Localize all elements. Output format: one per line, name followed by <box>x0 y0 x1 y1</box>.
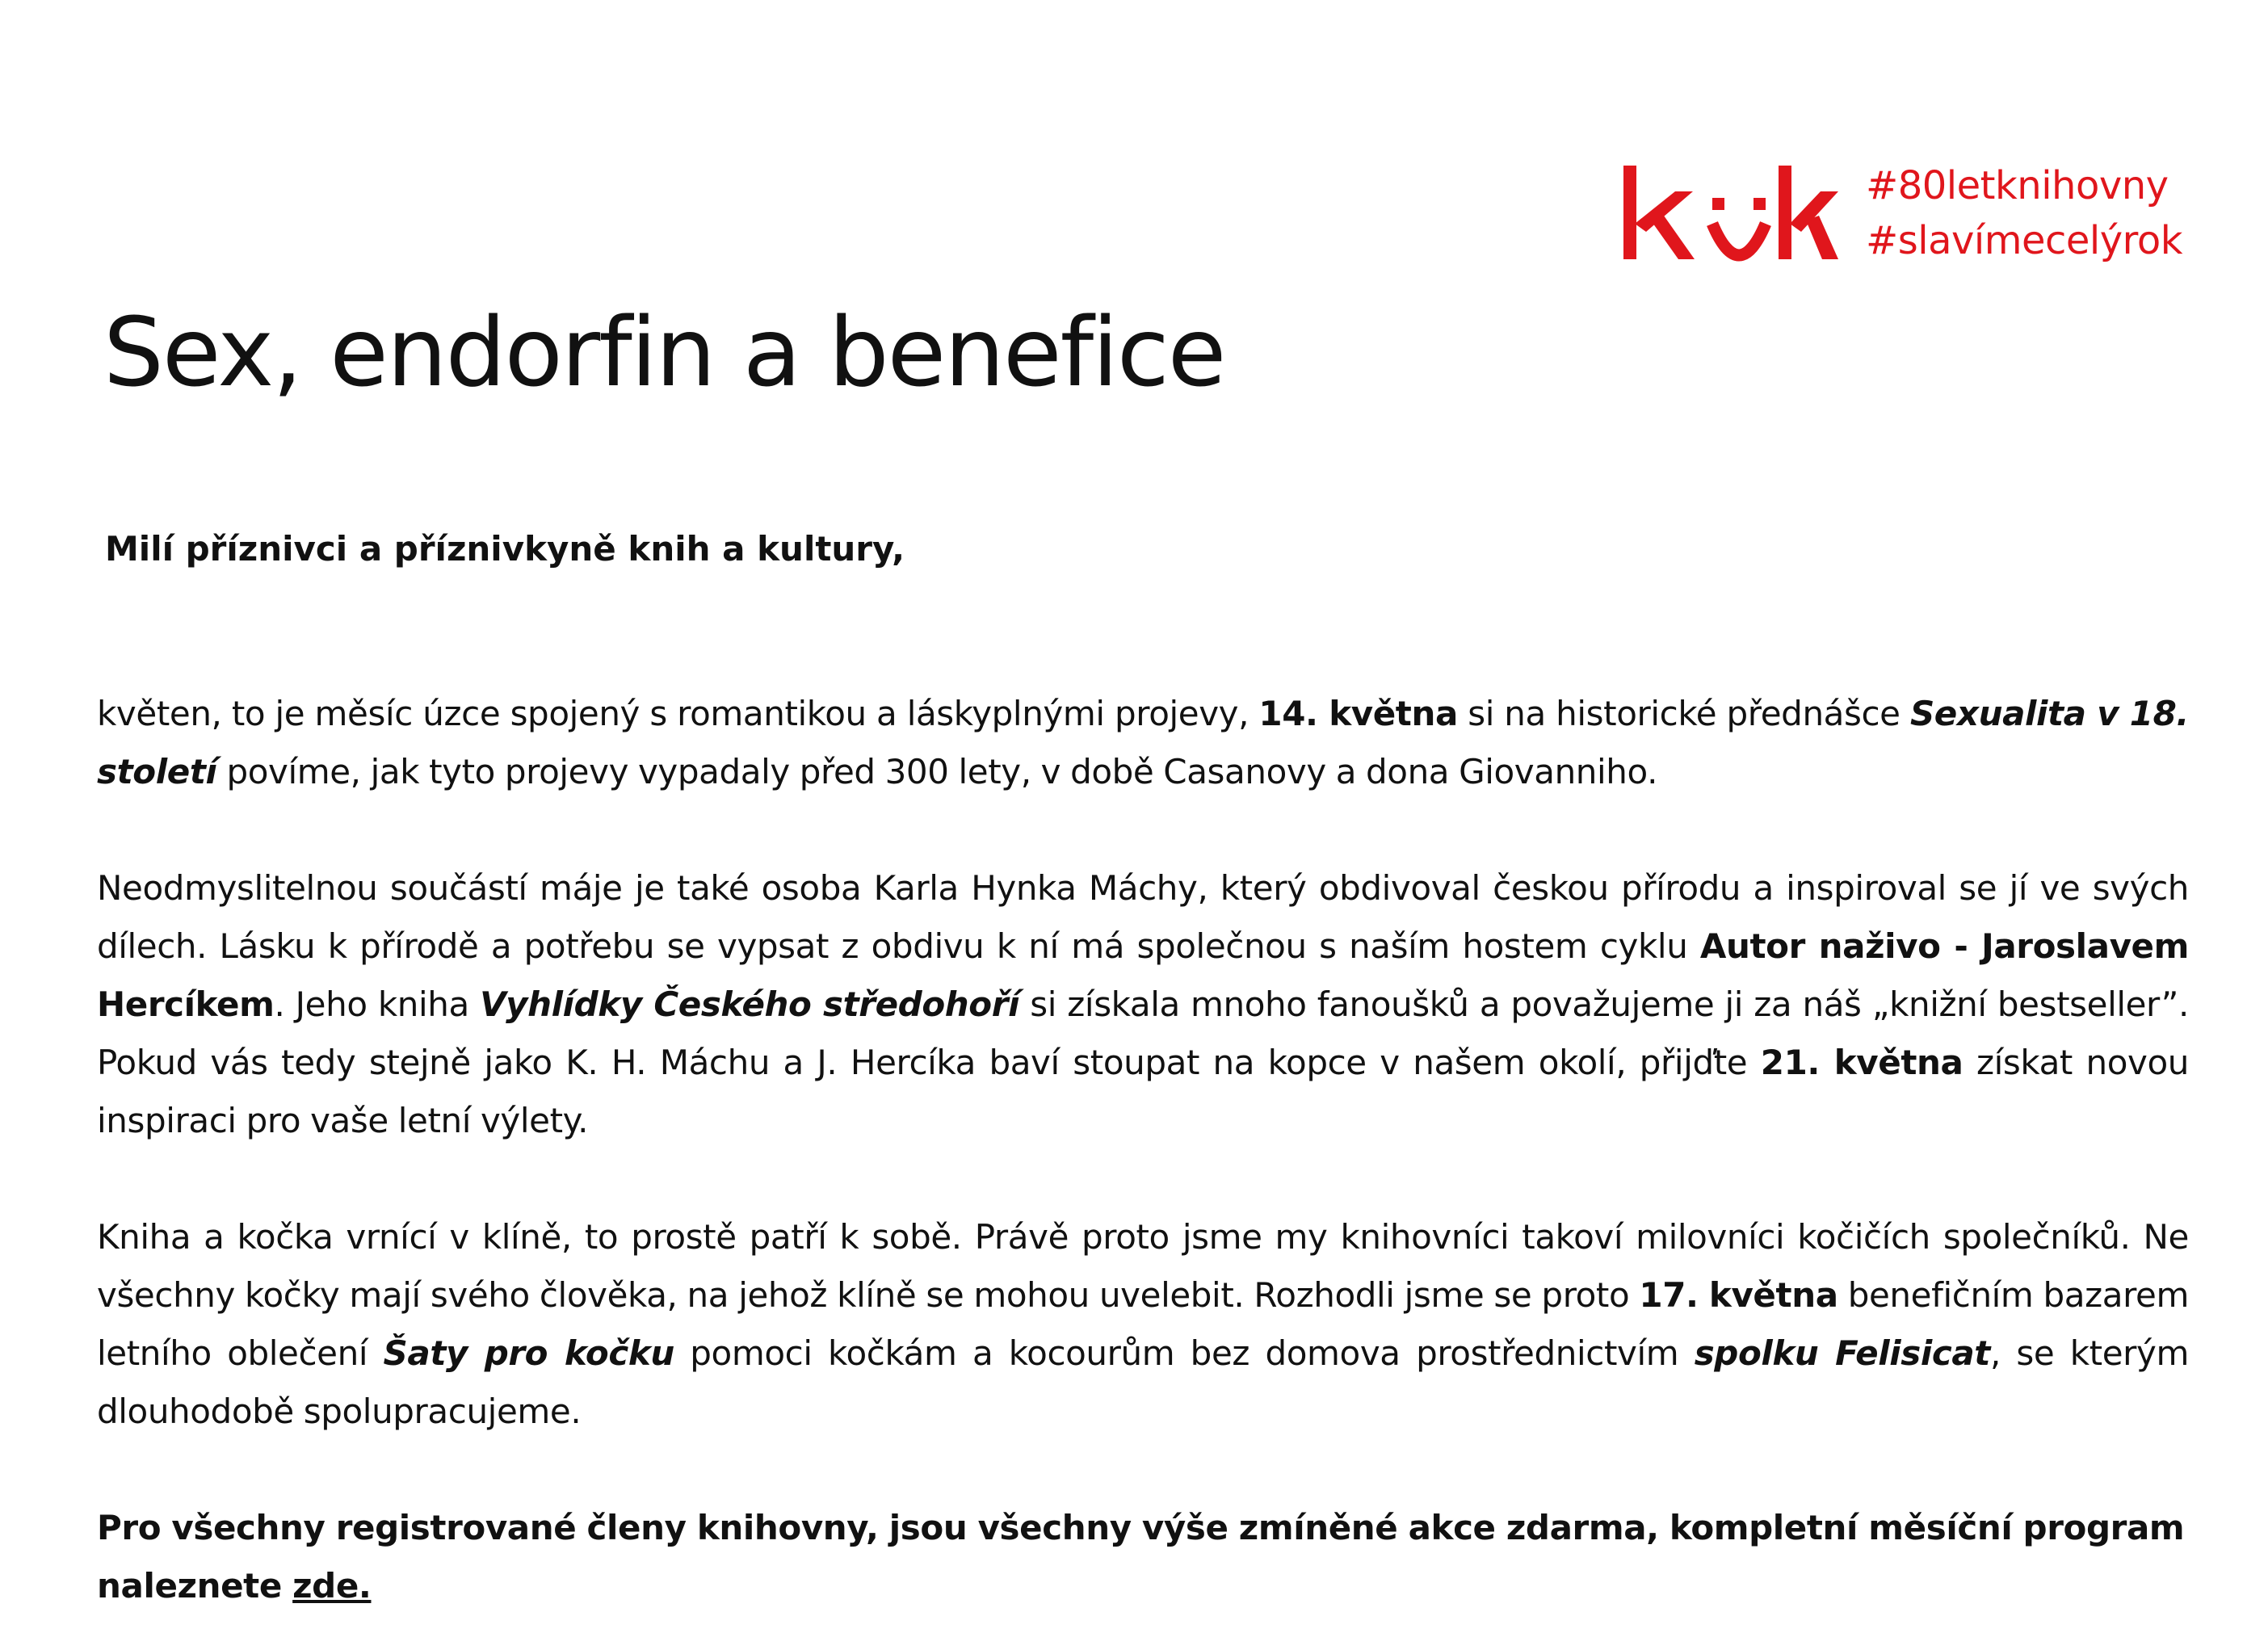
event-autor-nazivo: Autor naživo - Jaroslavem Hercíkem <box>97 926 2189 1024</box>
paragraph-autor-nazivo <box>97 859 2189 1150</box>
text: si získala mnoho fanoušků a považujeme ji za náš „knižní bestseller”. Pokud vás tedy stejně jako K. H. Máchu a J. Hercíka baví stoupat na kopce v našem okolí, přijďte <box>97 984 2189 1082</box>
program-link[interactable]: zde. <box>292 1566 372 1606</box>
program-text: Pro všechny registrované členy knihovny, jsou všechny výše zmíněné akce zdarma, kompletní měsíční program naleznete <box>97 1508 2185 1606</box>
text: benefičním bazarem letního oblečení <box>97 1275 2189 1373</box>
date-21-kvetna: 21. května <box>1760 1043 1964 1082</box>
text: získat novou inspiraci pro vaše letní výlety. <box>97 1043 2190 1140</box>
book-title-vyhlidky: Vyhlídky Českého středohoří <box>480 984 1020 1024</box>
text: , se kterým dlouhodobě spolupracujeme. <box>97 1333 2189 1431</box>
logo-k1-stem <box>1623 166 1636 259</box>
text: Kniha a kočka vrnící v klíně, to prostě patří k sobě. Právě proto jsme my knihovníci takoví milovníci kočičích společníků. Ne všechny kočky mají svého člověka, na jehož klíně se mohou uvelebit. Rozhodli jsme se proto <box>97 1217 2189 1315</box>
text: pomoci kočkám a kocourům bez domova prostřednictvím <box>674 1333 1695 1373</box>
date-17-kvetna: 17. května <box>1639 1275 1838 1315</box>
logo-k1-leg <box>1651 216 1695 259</box>
logo-k2-leg <box>1806 216 1838 259</box>
date-14-kvetna: 14. května <box>1258 694 1458 733</box>
text: Neodmyslitelnou součástí máje je také osoba Karla Hynka Máchy, který obdivoval českou přírodu a inspiroval se jí ve svých dílech. Lásku k přírodě a potřebu se vypsat z obdivu k ní má společnou s naším hostem cyklu <box>97 868 2189 966</box>
event-title-saty: Šaty pro kočku <box>383 1333 674 1373</box>
page-title: Sex, endorfin a benefice <box>103 296 1225 408</box>
hashtag-slavime: #slavímecelýrok <box>1866 218 2183 263</box>
logo-smile <box>1712 224 1766 255</box>
article-body <box>97 685 2189 1615</box>
logo-k2-stem <box>1779 166 1791 259</box>
paragraph-saty-pro-kocku <box>97 1208 2189 1441</box>
org-felisicat: spolku Felisicat <box>1694 1333 1990 1373</box>
event-title-sexualita: Sexualita v 18. století <box>97 694 2189 791</box>
hashtag-80-let: #80letknihovny <box>1866 163 2169 208</box>
paragraph-program <box>97 1499 2189 1615</box>
text: květen, to je měsíc úzce spojený s romantikou a láskyplnými projevy, <box>97 694 1259 733</box>
kuk-logo <box>1623 166 1838 264</box>
text: si na historické přednášce <box>1457 694 1910 733</box>
logo-eye-left <box>1712 198 1724 210</box>
text: . Jeho kniha <box>274 984 481 1024</box>
greeting: Milí příznivci a příznivkyně knih a kultury, <box>105 529 905 569</box>
logo-eye-right <box>1754 198 1766 210</box>
text: povíme, jak tyto projevy vypadaly před 300 lety, v době Casanovy a dona Giovanniho. <box>216 752 1658 791</box>
paragraph-sexualita <box>97 685 2189 801</box>
hashtags <box>1866 158 2182 268</box>
